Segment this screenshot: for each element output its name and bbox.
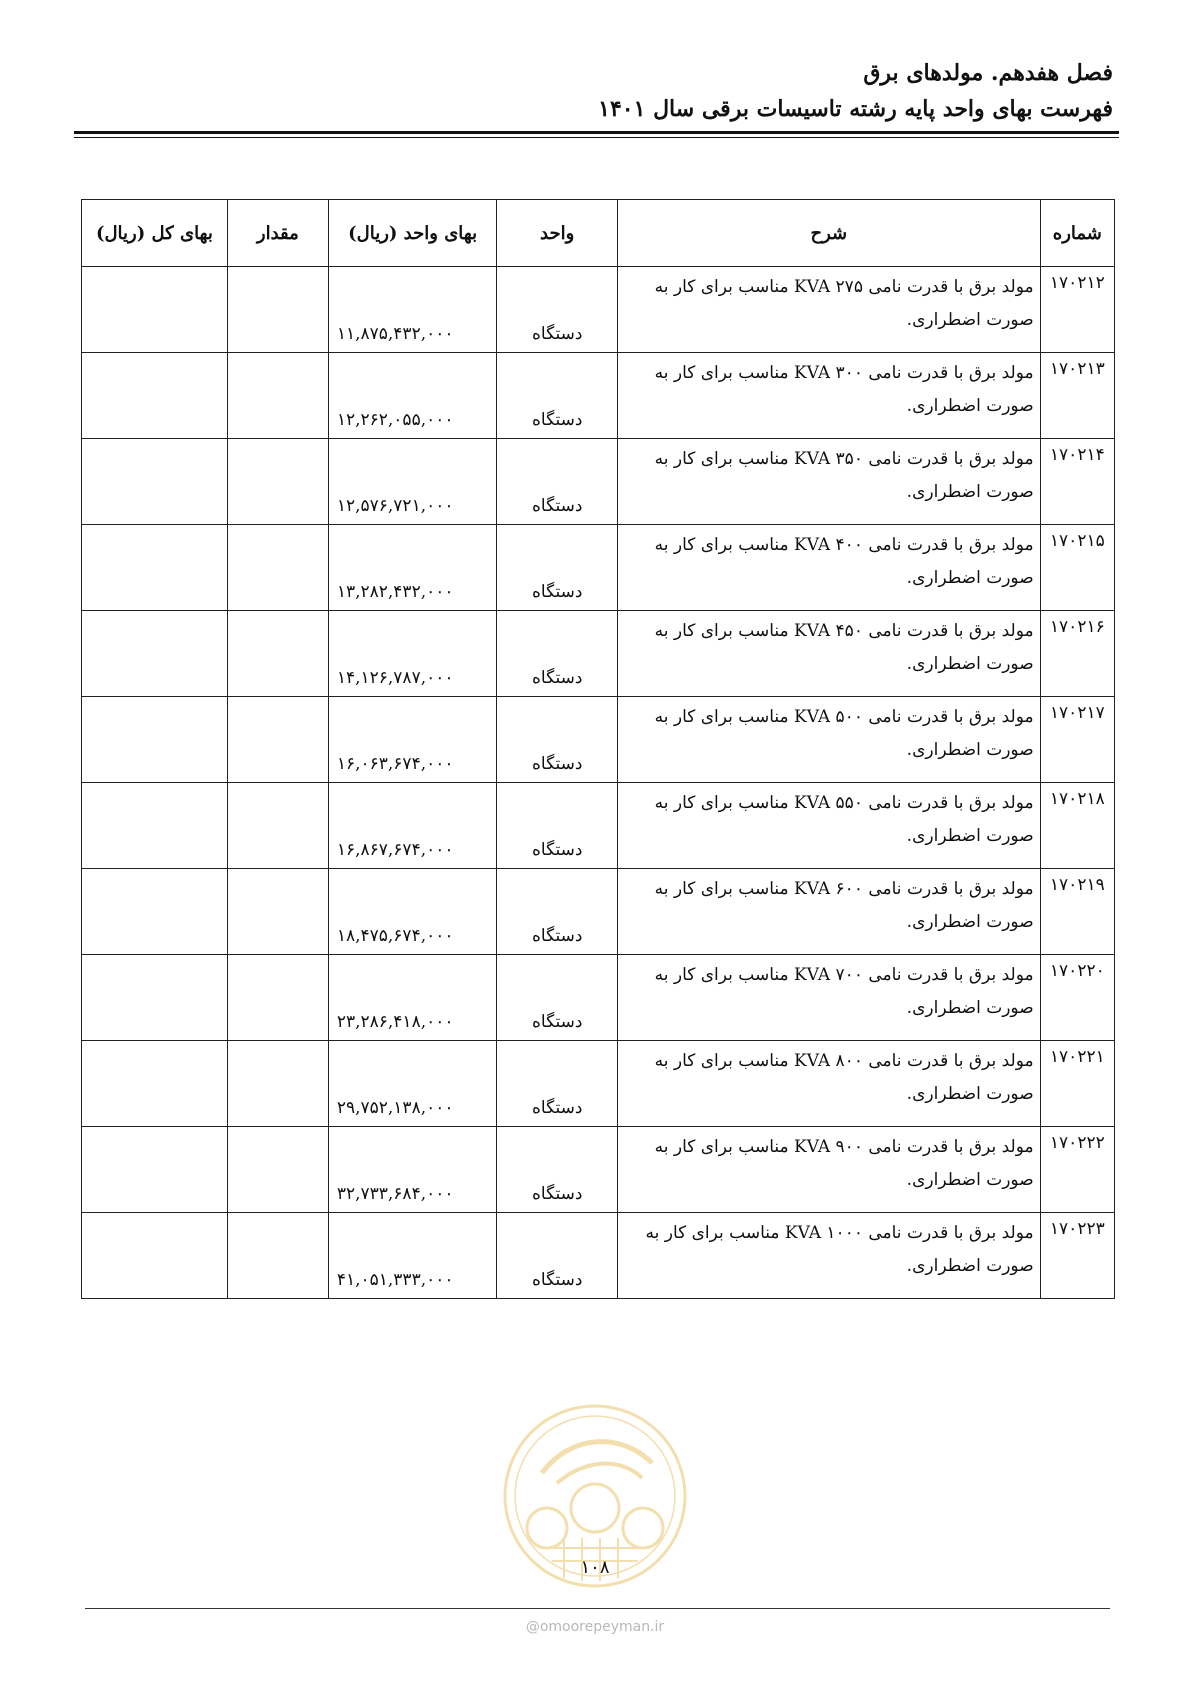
cell-code: ۱۷۰۲۱۲	[1040, 267, 1114, 353]
cell-description: مولد برق با قدرت نامی KVA ۴۰۰ مناسب برای کار به صورت اضطراری.	[618, 525, 1041, 611]
cell-unit: دستگاه	[497, 611, 618, 697]
cell-unit: دستگاه	[497, 267, 618, 353]
cell-quantity	[227, 611, 328, 697]
cell-quantity	[227, 1127, 328, 1213]
column-header-unit-price: بهای واحد (ریال)	[328, 200, 497, 267]
cell-quantity	[227, 1041, 328, 1127]
cell-code: ۱۷۰۲۱۸	[1040, 783, 1114, 869]
cell-total-price	[82, 1213, 228, 1299]
cell-unit-price: ۱۶,۸۶۷,۶۷۴,۰۰۰	[328, 783, 497, 869]
cell-unit-price: ۳۲,۷۳۳,۶۸۴,۰۰۰	[328, 1127, 497, 1213]
cell-total-price	[82, 1127, 228, 1213]
cell-unit: دستگاه	[497, 353, 618, 439]
chapter-title: فصل هفدهم. مولدهای برق	[863, 60, 1113, 86]
cell-description: مولد برق با قدرت نامی KVA ۷۰۰ مناسب برای کار به صورت اضطراری.	[618, 955, 1041, 1041]
cell-unit: دستگاه	[497, 1127, 618, 1213]
column-header-quantity: مقدار	[227, 200, 328, 267]
cell-unit-price: ۱۱,۸۷۵,۴۳۲,۰۰۰	[328, 267, 497, 353]
table-row	[82, 955, 1115, 1041]
cell-quantity	[227, 783, 328, 869]
cell-quantity	[227, 267, 328, 353]
cell-unit: دستگاه	[497, 955, 618, 1041]
cell-unit-price: ۱۸,۴۷۵,۶۷۴,۰۰۰	[328, 869, 497, 955]
cell-unit-price: ۱۴,۱۲۶,۷۸۷,۰۰۰	[328, 611, 497, 697]
cell-unit: دستگاه	[497, 697, 618, 783]
table-row	[82, 1213, 1115, 1299]
column-header-description: شرح	[618, 200, 1041, 267]
website-watermark: @omoorepeyman.ir	[525, 1619, 665, 1635]
cell-code: ۱۷۰۲۲۰	[1040, 955, 1114, 1041]
cell-description: مولد برق با قدرت نامی KVA ۵۵۰ مناسب برای کار به صورت اضطراری.	[618, 783, 1041, 869]
cell-quantity	[227, 869, 328, 955]
cell-code: ۱۷۰۲۱۷	[1040, 697, 1114, 783]
cell-code: ۱۷۰۲۲۲	[1040, 1127, 1114, 1213]
footer-rule	[85, 1608, 1110, 1609]
column-header-total-price: بهای کل (ریال)	[82, 200, 228, 267]
cell-total-price	[82, 783, 228, 869]
cell-description: مولد برق با قدرت نامی KVA ۵۰۰ مناسب برای کار به صورت اضطراری.	[618, 697, 1041, 783]
cell-unit: دستگاه	[497, 525, 618, 611]
cell-total-price	[82, 267, 228, 353]
table-row	[82, 697, 1115, 783]
cell-description: مولد برق با قدرت نامی KVA ۶۰۰ مناسب برای کار به صورت اضطراری.	[618, 869, 1041, 955]
document-subtitle: فهرست بهای واحد پایه رشته تاسیسات برقی سال ۱۴۰۱	[598, 96, 1113, 122]
cell-total-price	[82, 525, 228, 611]
table-row	[82, 267, 1115, 353]
cell-total-price	[82, 611, 228, 697]
column-header-unit: واحد	[497, 200, 618, 267]
cell-description: مولد برق با قدرت نامی KVA ۳۰۰ مناسب برای کار به صورت اضطراری.	[618, 353, 1041, 439]
cell-unit: دستگاه	[497, 869, 618, 955]
cell-description: مولد برق با قدرت نامی KVA ۴۵۰ مناسب برای کار به صورت اضطراری.	[618, 611, 1041, 697]
cell-total-price	[82, 955, 228, 1041]
header-rule-thick	[74, 131, 1119, 134]
cell-unit-price: ۱۲,۵۷۶,۷۲۱,۰۰۰	[328, 439, 497, 525]
cell-quantity	[227, 697, 328, 783]
cell-unit-price: ۲۳,۲۸۶,۴۱۸,۰۰۰	[328, 955, 497, 1041]
table-row	[82, 783, 1115, 869]
table-row	[82, 1127, 1115, 1213]
table-row	[82, 525, 1115, 611]
cell-description: مولد برق با قدرت نامی KVA ۲۷۵ مناسب برای کار به صورت اضطراری.	[618, 267, 1041, 353]
table-row	[82, 1041, 1115, 1127]
cell-unit-price: ۱۲,۲۶۲,۰۵۵,۰۰۰	[328, 353, 497, 439]
cell-description: مولد برق با قدرت نامی KVA ۸۰۰ مناسب برای کار به صورت اضطراری.	[618, 1041, 1041, 1127]
cell-unit: دستگاه	[497, 1041, 618, 1127]
cell-description: مولد برق با قدرت نامی KVA ۹۰۰ مناسب برای کار به صورت اضطراری.	[618, 1127, 1041, 1213]
cell-unit-price: ۱۶,۰۶۳,۶۷۴,۰۰۰	[328, 697, 497, 783]
cell-unit-price: ۲۹,۷۵۲,۱۳۸,۰۰۰	[328, 1041, 497, 1127]
page-number: ۱۰۸	[580, 1557, 610, 1578]
cell-code: ۱۷۰۲۱۴	[1040, 439, 1114, 525]
cell-description: مولد برق با قدرت نامی KVA ۱۰۰۰ مناسب برای کار به صورت اضطراری.	[618, 1213, 1041, 1299]
cell-code: ۱۷۰۲۱۹	[1040, 869, 1114, 955]
table-header-row	[82, 200, 1115, 267]
cell-total-price	[82, 353, 228, 439]
table-row	[82, 611, 1115, 697]
cell-quantity	[227, 439, 328, 525]
cell-unit: دستگاه	[497, 439, 618, 525]
table-row	[82, 439, 1115, 525]
cell-code: ۱۷۰۲۱۶	[1040, 611, 1114, 697]
cell-unit-price: ۴۱,۰۵۱,۳۳۳,۰۰۰	[328, 1213, 497, 1299]
cell-code: ۱۷۰۲۱۳	[1040, 353, 1114, 439]
cell-unit: دستگاه	[497, 1213, 618, 1299]
header-rule-thin	[74, 137, 1119, 138]
price-list-table	[81, 199, 1115, 1299]
cell-quantity	[227, 955, 328, 1041]
cell-unit-price: ۱۳,۲۸۲,۴۳۲,۰۰۰	[328, 525, 497, 611]
cell-total-price	[82, 439, 228, 525]
cell-total-price	[82, 1041, 228, 1127]
cell-quantity	[227, 1213, 328, 1299]
cell-quantity	[227, 525, 328, 611]
cell-quantity	[227, 353, 328, 439]
cell-total-price	[82, 869, 228, 955]
cell-total-price	[82, 697, 228, 783]
table-row	[82, 353, 1115, 439]
column-header-code: شماره	[1040, 200, 1114, 267]
cell-unit: دستگاه	[497, 783, 618, 869]
cell-code: ۱۷۰۲۲۳	[1040, 1213, 1114, 1299]
cell-code: ۱۷۰۲۲۱	[1040, 1041, 1114, 1127]
cell-description: مولد برق با قدرت نامی KVA ۳۵۰ مناسب برای کار به صورت اضطراری.	[618, 439, 1041, 525]
table-row	[82, 869, 1115, 955]
cell-code: ۱۷۰۲۱۵	[1040, 525, 1114, 611]
